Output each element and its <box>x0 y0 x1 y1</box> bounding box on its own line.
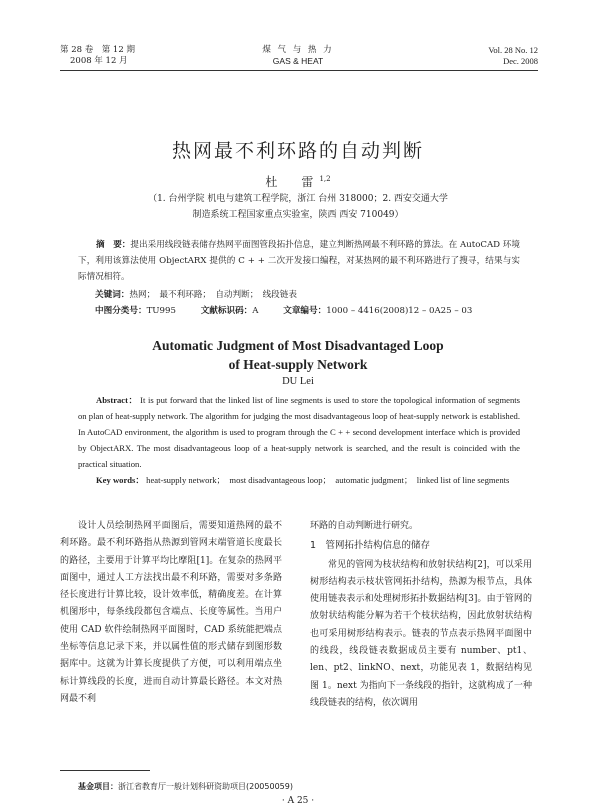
body-paragraph: 设计人员绘制热网平面图后，需要知道热网的最不利环路。最不利环路指从热源到管网末端管道长度最长的路径，主要用于计算平均比摩阻[1]。在复杂的热网平面图中，通过人工方法找出最不利环路，需要对多条路径长度进行计算比较，设计效率低，精确度差。在计算机图形中，每条线段都包含端点、长度等属性。当用户使用 CAD 软件绘制热网平面图时，CAD 系统能把端点坐标等信息记录下来，并以属性值的形式储存到图形数据库中。这就为计算长度提供了方便，可以利用端点坐标计算线段的长度，进而自动计算最长路径。本文对热网最不利 <box>60 521 282 704</box>
keywords-en-label: Key words： <box>96 475 144 485</box>
clc-value: TU995 <box>146 306 176 316</box>
body-continuation: 环路的自动判断进行研究。 <box>310 521 419 531</box>
journal-name-cn: 煤 气 与 热 力 <box>262 45 334 55</box>
abstract-cn <box>78 237 520 285</box>
volume-issue-en: Vol. 28 No. 12 <box>488 45 538 55</box>
paper-title-en-line-1: Automatic Judgment of Most Disadvantaged Loop <box>152 338 444 353</box>
keywords-cn-text: 热网； 最不利环路； 自动判断； 线段链表 <box>129 290 297 300</box>
page-number: · A 25 · <box>281 796 315 806</box>
header-rule <box>60 70 538 71</box>
article-no-label: 文章编号： <box>283 306 327 316</box>
volume-issue: 第 28 卷 第 12 期 <box>60 45 135 55</box>
journal-volume-en <box>488 45 538 67</box>
affiliation-line-2: 制造系统工程国家重点实验室，陕西 西安 710049） <box>192 210 404 220</box>
abstract-en-text: It is put forward that the linked list of line segments is used to store the topological information of segments on plan of heat-supply network. The algorithm for judging the most disadvantageous loop of heat-supply network is established. In AutoCAD environment, the algorithm is used to program through the C + + second development interface which is provided by ObjectARX. The most disadvantageous loop of a heat-supply network is searched, and the result is coincided with the practical situation. <box>78 395 520 469</box>
abstract-en-label: Abstract： <box>96 395 138 405</box>
author-name: 杜 雷 <box>265 175 320 189</box>
issue-date: 2008 年 12 月 <box>70 56 128 66</box>
affiliation-line-1: （1. 台州学院 机电与建筑工程学院，浙江 台州 318000；2. 西安交通大学 <box>148 194 448 204</box>
footnote-rule <box>60 770 150 771</box>
fund-note <box>78 781 293 792</box>
body-paragraph: 常见的管网为枝状结构和放射状结构[2]，可以采用树形结构表示枝状管网拓扑结构，热源为根节点，具体使用链表表示和处理树形拓扑数据结构[3]。由于管网的放射状结构能分解为若干个枝状结构，因此放射状结构也可采用树形结构表示。链表的节点表示热网平面图中的线段，线段链表数据成员主要有 number、pt1、len、pt2、linkNO、next，功能见表 1，数据结构见图 1。next 为指向下一条线段的指针，这就构成了一种线段链表的结构，依次调用 <box>310 559 532 708</box>
abstract-en <box>78 392 520 472</box>
author-cn <box>0 173 596 190</box>
keywords-cn <box>95 287 297 303</box>
paper-title-cn: 热网最不利环路的自动判断 <box>171 140 424 162</box>
abstract-cn-label: 摘 要： <box>96 240 131 250</box>
article-no-value: 1000 – 4416(2008)12 – 0A25 – 03 <box>326 306 473 316</box>
journal-name-en: GAS & HEAT <box>272 56 324 66</box>
keywords-cn-label: 关键词： <box>95 290 130 300</box>
section-heading: 1 管网拓扑结构信息的储存 <box>310 540 431 552</box>
body-left-column <box>60 518 282 708</box>
issue-date-en: Dec. 2008 <box>503 56 538 66</box>
keywords-en-text: heat-supply network； most disadvantageous loop； automatic judgment； linked list of line segments <box>146 475 510 485</box>
classification-line <box>95 303 472 319</box>
doc-code-label: 文献标识码： <box>200 306 253 316</box>
fund-label: 基金项目： <box>78 782 118 791</box>
author-affiliation-mark: 1,2 <box>319 175 331 183</box>
body-right-column <box>310 518 532 712</box>
doc-code-value: A <box>252 306 259 316</box>
keywords-en <box>78 472 520 488</box>
paper-title-en-line-2: of Heat-supply Network <box>228 357 368 372</box>
abstract-cn-text: 提出采用线段链表储存热网平面图管段拓扑信息，建立判断热网最不利环路的算法。在 AutoCAD 环境下，利用该算法使用 ObjectARX 提供的 C + + 二次开发接口编程，对某热网的最不利环路进行了搜寻，结果与实际情况相符。 <box>78 240 520 282</box>
author-en: DU Lei <box>282 376 314 387</box>
clc-label: 中图分类号： <box>95 306 147 316</box>
fund-text: 浙江省教育厅一般计划科研资助项目(20050059) <box>118 782 293 791</box>
